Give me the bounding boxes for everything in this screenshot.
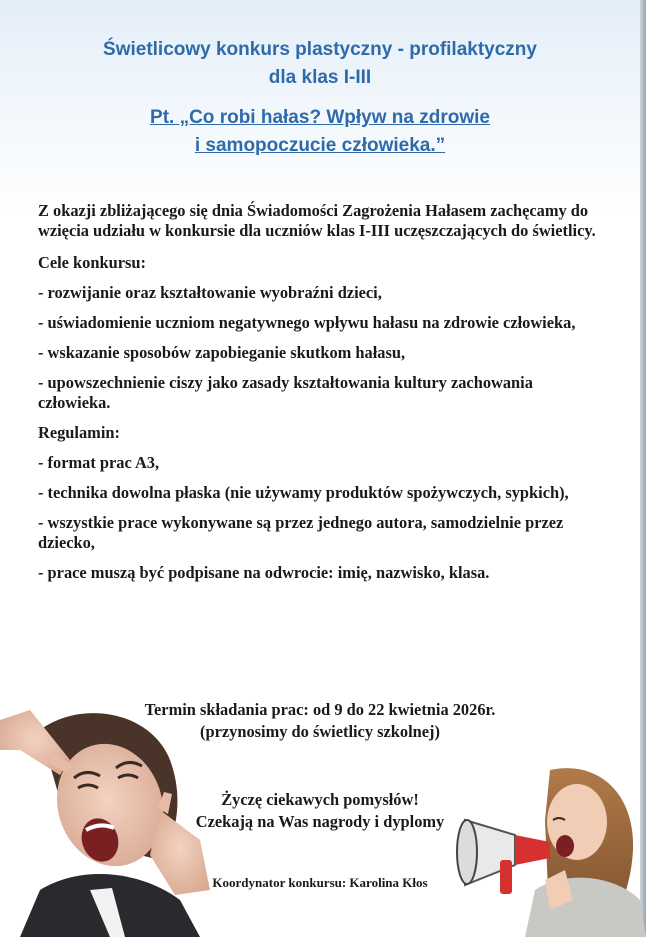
girl-with-megaphone-illustration — [455, 760, 646, 937]
goal-item: - upowszechnienie ciszy jako zasady kształtowania kultury zachowania człowieka. — [38, 373, 533, 412]
rule-item: - wszystkie prace wykonywane są przez jednego autora, samodzielnie przez dziecko, — [38, 513, 564, 552]
subtitle-line-2: i samopoczucie człowieka.” — [194, 135, 446, 156]
deadline-note: (przynosimy do świetlicy szkolnej) — [200, 722, 440, 741]
closing-line-1: Życzę ciekawych pomysłów! — [221, 790, 419, 809]
subtitle-line-1: Pt. „Co robi hałas? Wpływ na zdrowie — [150, 107, 490, 128]
deadline-block — [40, 699, 600, 743]
goal-item: - uświadomienie uczniom negatywnego wpływu hałasu na zdrowie człowieka, — [38, 313, 576, 332]
closing-block — [40, 789, 600, 833]
rule-item: - prace muszą być podpisane na odwrocie: imię, nazwisko, klasa. — [38, 563, 490, 582]
poster-title — [20, 36, 620, 92]
coordinator-credit: Koordynator konkursu: Karolina Kłos — [212, 875, 428, 890]
closing-line-2: Czekają na Was nagrody i dyplomy — [195, 812, 445, 831]
deadline-text: Termin składania prac: od 9 do 22 kwietnia 2026r. — [144, 700, 496, 719]
rules-heading: Regulamin: — [38, 423, 120, 442]
poster-subtitle — [20, 104, 620, 160]
rule-item: - technika dowolna płaska (nie używamy produktów spożywczych, sypkich), — [38, 483, 569, 502]
title-line-1: Świetlicowy konkurs plastyczny - profilaktyczny — [103, 39, 537, 60]
intro-paragraph: Z okazji zbliżającego się dnia Świadomości Zagrożenia Hałasem zachęcamy do wzięcia udziału w konkursie dla uczniów klas I-III uczęszczających do świetlicy. — [38, 201, 596, 240]
goal-item: - rozwijanie oraz kształtowanie wyobraźni dzieci, — [38, 283, 382, 302]
rule-item: - format prac A3, — [38, 453, 160, 472]
title-line-2: dla klas I-III — [268, 67, 372, 88]
poster-body — [38, 201, 608, 593]
goals-heading: Cele konkursu: — [38, 253, 146, 272]
goal-item: - wskazanie sposobów zapobieganie skutkom hałasu, — [38, 343, 406, 362]
